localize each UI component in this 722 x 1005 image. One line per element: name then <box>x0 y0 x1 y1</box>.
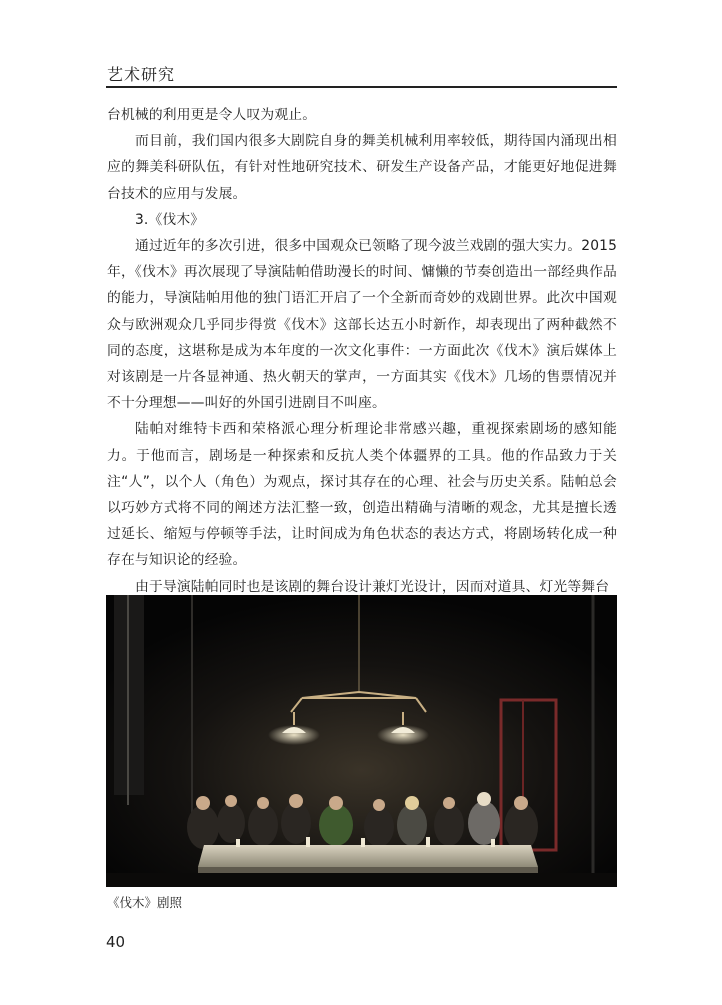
stage-photo <box>106 595 617 887</box>
figure-caption: 《伐木》剧照 <box>107 895 183 910</box>
body-text <box>107 102 617 600</box>
header-divider <box>106 86 617 88</box>
paragraph: 陆帕对维特卡西和荣格派心理分析理论非常感兴趣，重视探索剧场的感知能力。于他而言，剧场是一种探索和反抗人类个体疆界的工具。他的作品致力于关注“人”，以个人（角色）为观点，探讨其存在的心理、社会与历史关系。陆帕总会以巧妙方式将不同的阐述方法汇整一致，创造出精确与清晰的观念，尤其是擅长透过延长、缩短与停顿等手法，让时间成为角色状态的表达方式，将剧场转化成一种存在与知识论的经验。 <box>107 421 617 569</box>
section-heading: 3.《伐木》 <box>135 211 205 228</box>
paragraph: 而目前，我们国内很多大剧院自身的舞美机械利用率较低，期待国内涌现出相应的舞美科研队伍，有针对性地研究技术、研发生产设备产品，才能更好地促进舞台技术的应用与发展。 <box>107 133 617 202</box>
paragraph: 通过近年的多次引进，很多中国观众已领略了现今波兰戏剧的强大实力。2015年，《伐木》再次展现了导演陆帕借助漫长的时间、慵懒的节奏创造出一部经典作品的能力，导演陆帕用他的独门语汇开启了一个全新而奇妙的戏剧世界。此次中国观众与欧洲观众几乎同步得赏《伐木》这部长达五小时新作，却表现出了两种截然不同的态度，这堪称是成为本年度的一次文化事件：一方面此次《伐木》演后媒体上对该剧是一片各显神通、热火朝天的掌声，一方面其实《伐木》几场的售票情况并不十分理想——叫好的外国引进剧目不叫座。 <box>107 238 618 412</box>
paragraph: 台机械的利用更是令人叹为观止。 <box>107 107 317 123</box>
running-header: 艺术研究 <box>107 65 176 84</box>
page-number: 40 <box>106 933 126 951</box>
paragraph: 由于导演陆帕同时也是该剧的舞台设计兼灯光设计，因而对道具、灯光等舞台 <box>135 578 610 595</box>
